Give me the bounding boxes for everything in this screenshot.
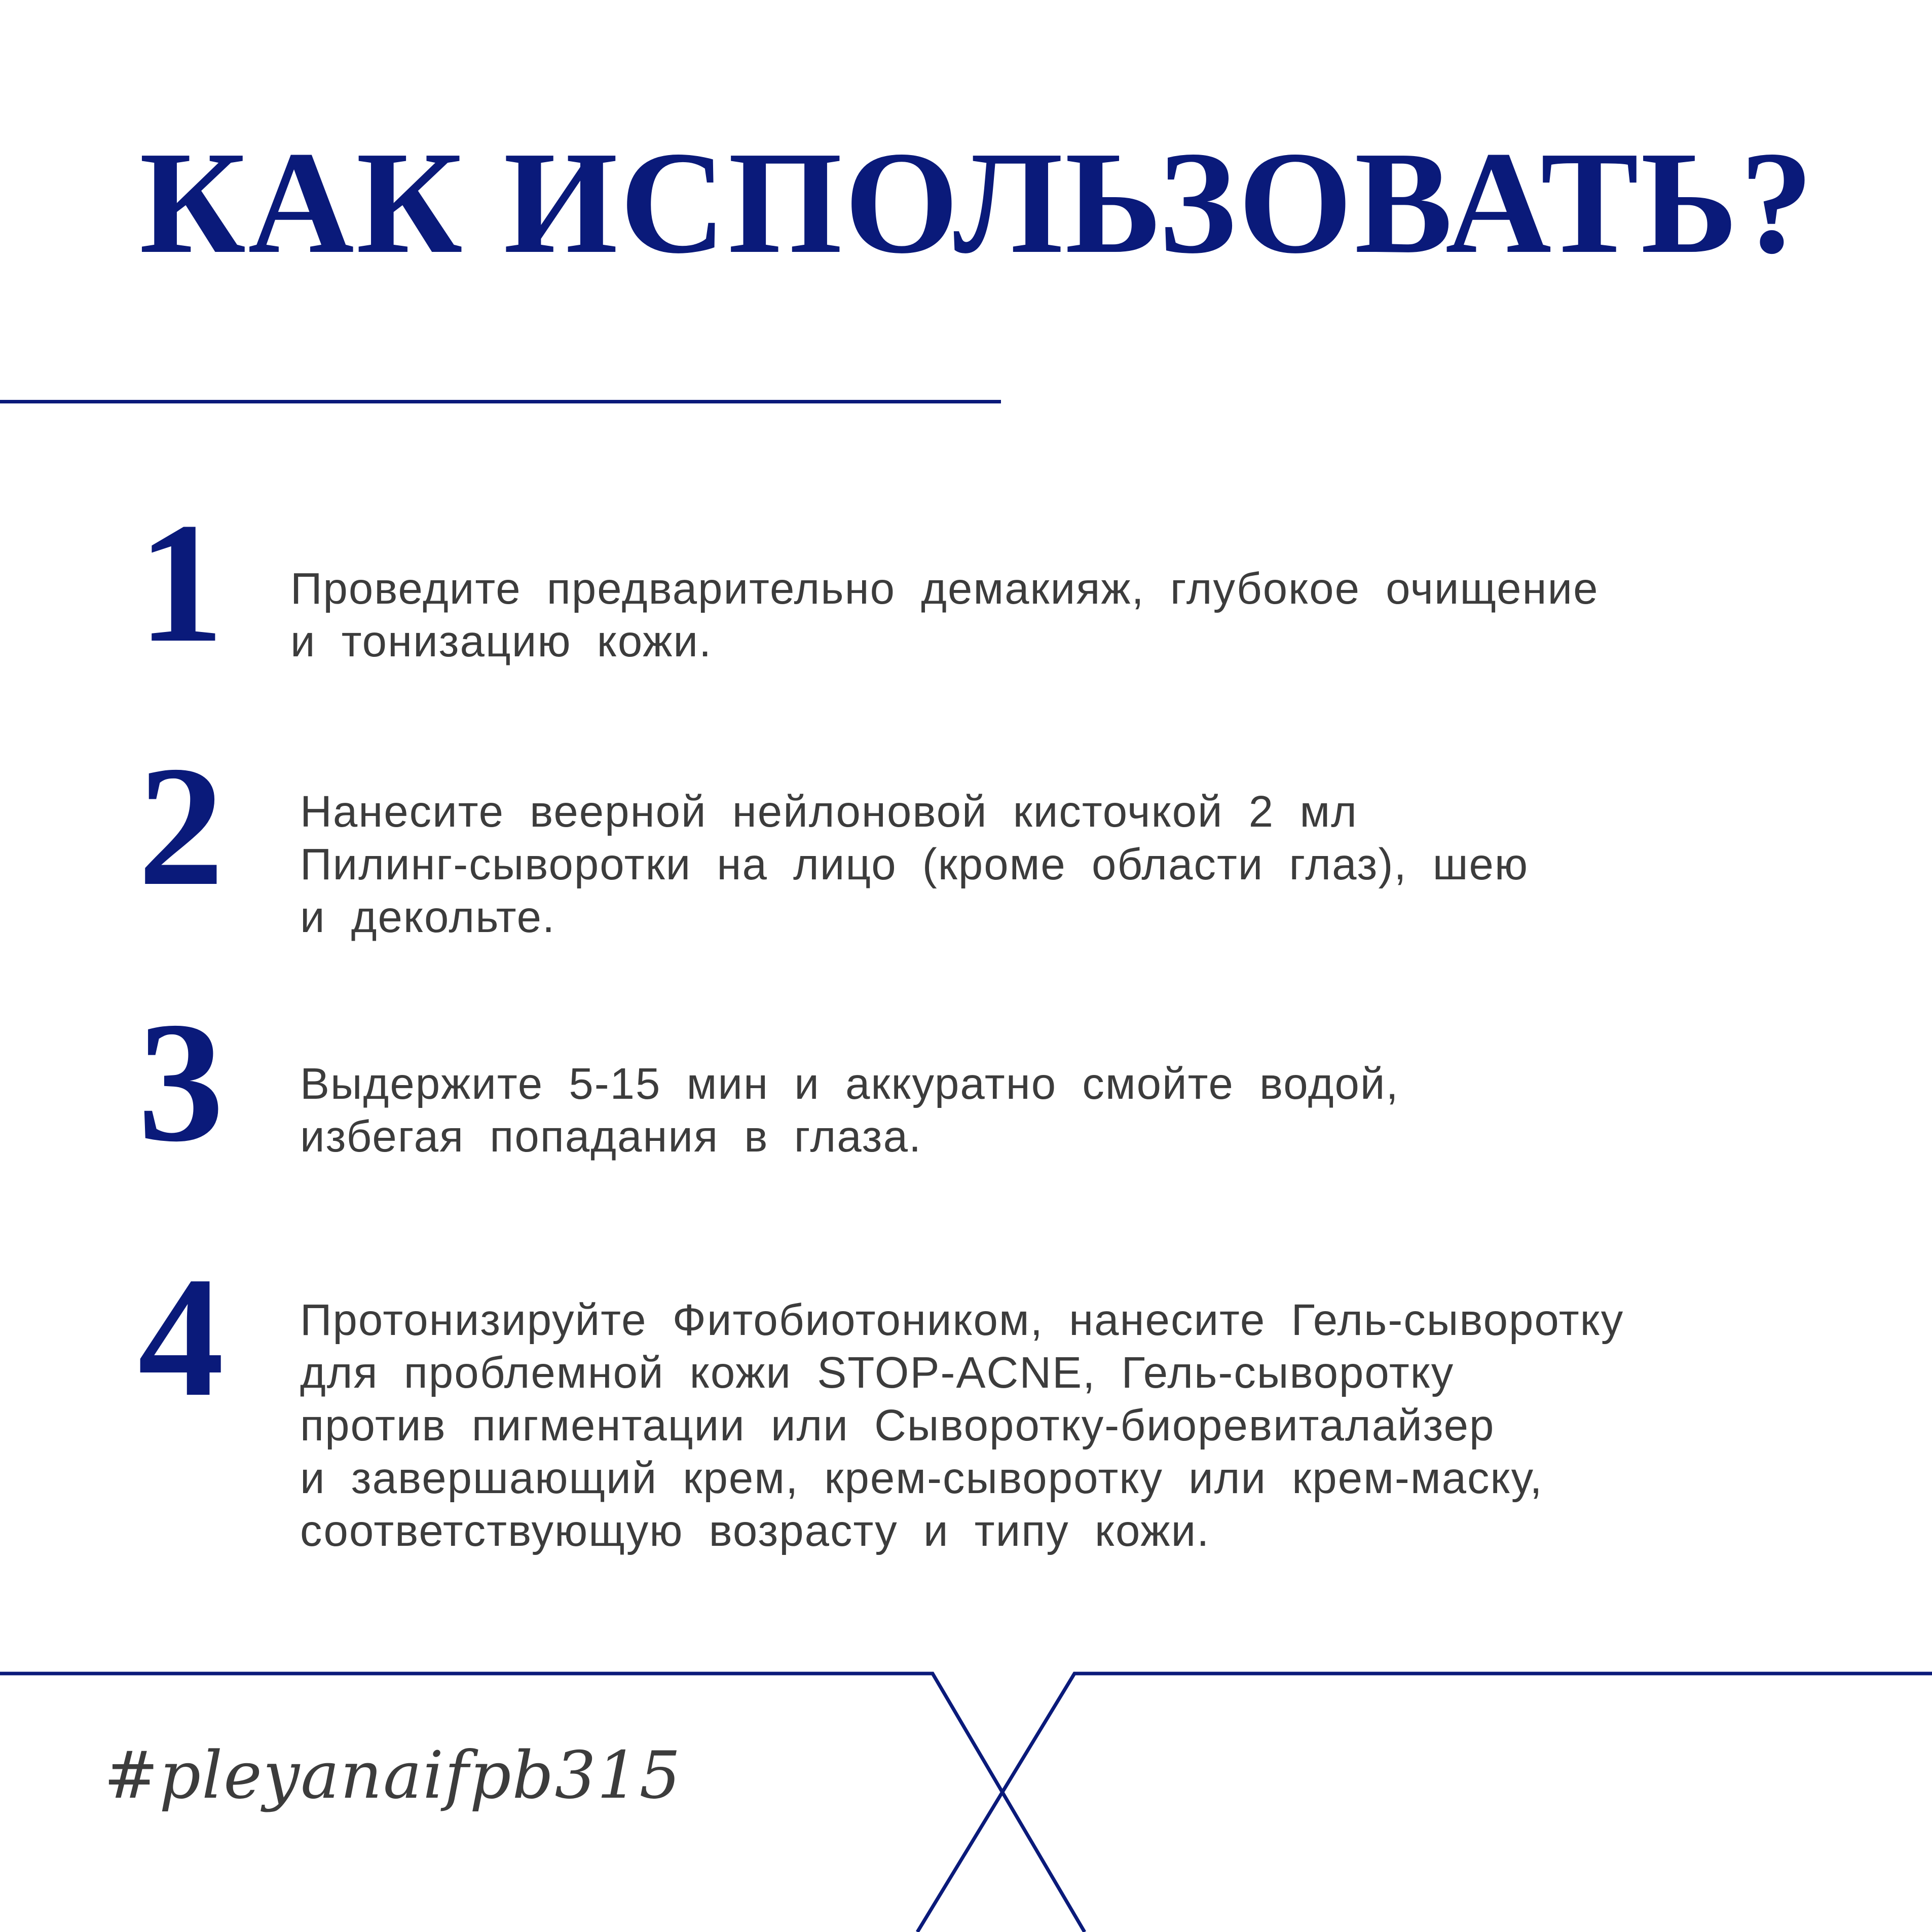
step-text: Нанесите веерной нейлоновой кисточкой 2 мл Пилинг-сыворотки на лицо (кроме области глаз), шею и декольте. bbox=[300, 787, 1529, 942]
step-text: Проведите предварительно демакияж, глубокое очищение и тонизацию кожи. bbox=[290, 564, 1599, 666]
hashtag: #pleyanaifpb315 bbox=[104, 1738, 682, 1813]
divider-right-line bbox=[917, 1674, 1932, 1932]
step-text: Выдержите 5-15 мин и аккуратно смойте водой, избегая попадания в глаза. bbox=[300, 1059, 1399, 1161]
step-text: Протонизируйте Фитобиотоником, нанесите Гель-сыворотку для проблемной кожи STOP-ACNE, Гель-сыворотку против пигментации или Сыворотку-биоревиталайзер и завершающий крем, крем-сыворотку или крем-маску, соответствующую возрасту и типу кожи. bbox=[300, 1295, 1624, 1555]
page-title: КАК ИСПОЛЬЗОВАТЬ? bbox=[139, 121, 1815, 284]
step-number: 3 bbox=[138, 986, 224, 1177]
step-number: 4 bbox=[138, 1241, 224, 1432]
step-number: 1 bbox=[138, 487, 224, 678]
step-number: 2 bbox=[138, 730, 224, 921]
